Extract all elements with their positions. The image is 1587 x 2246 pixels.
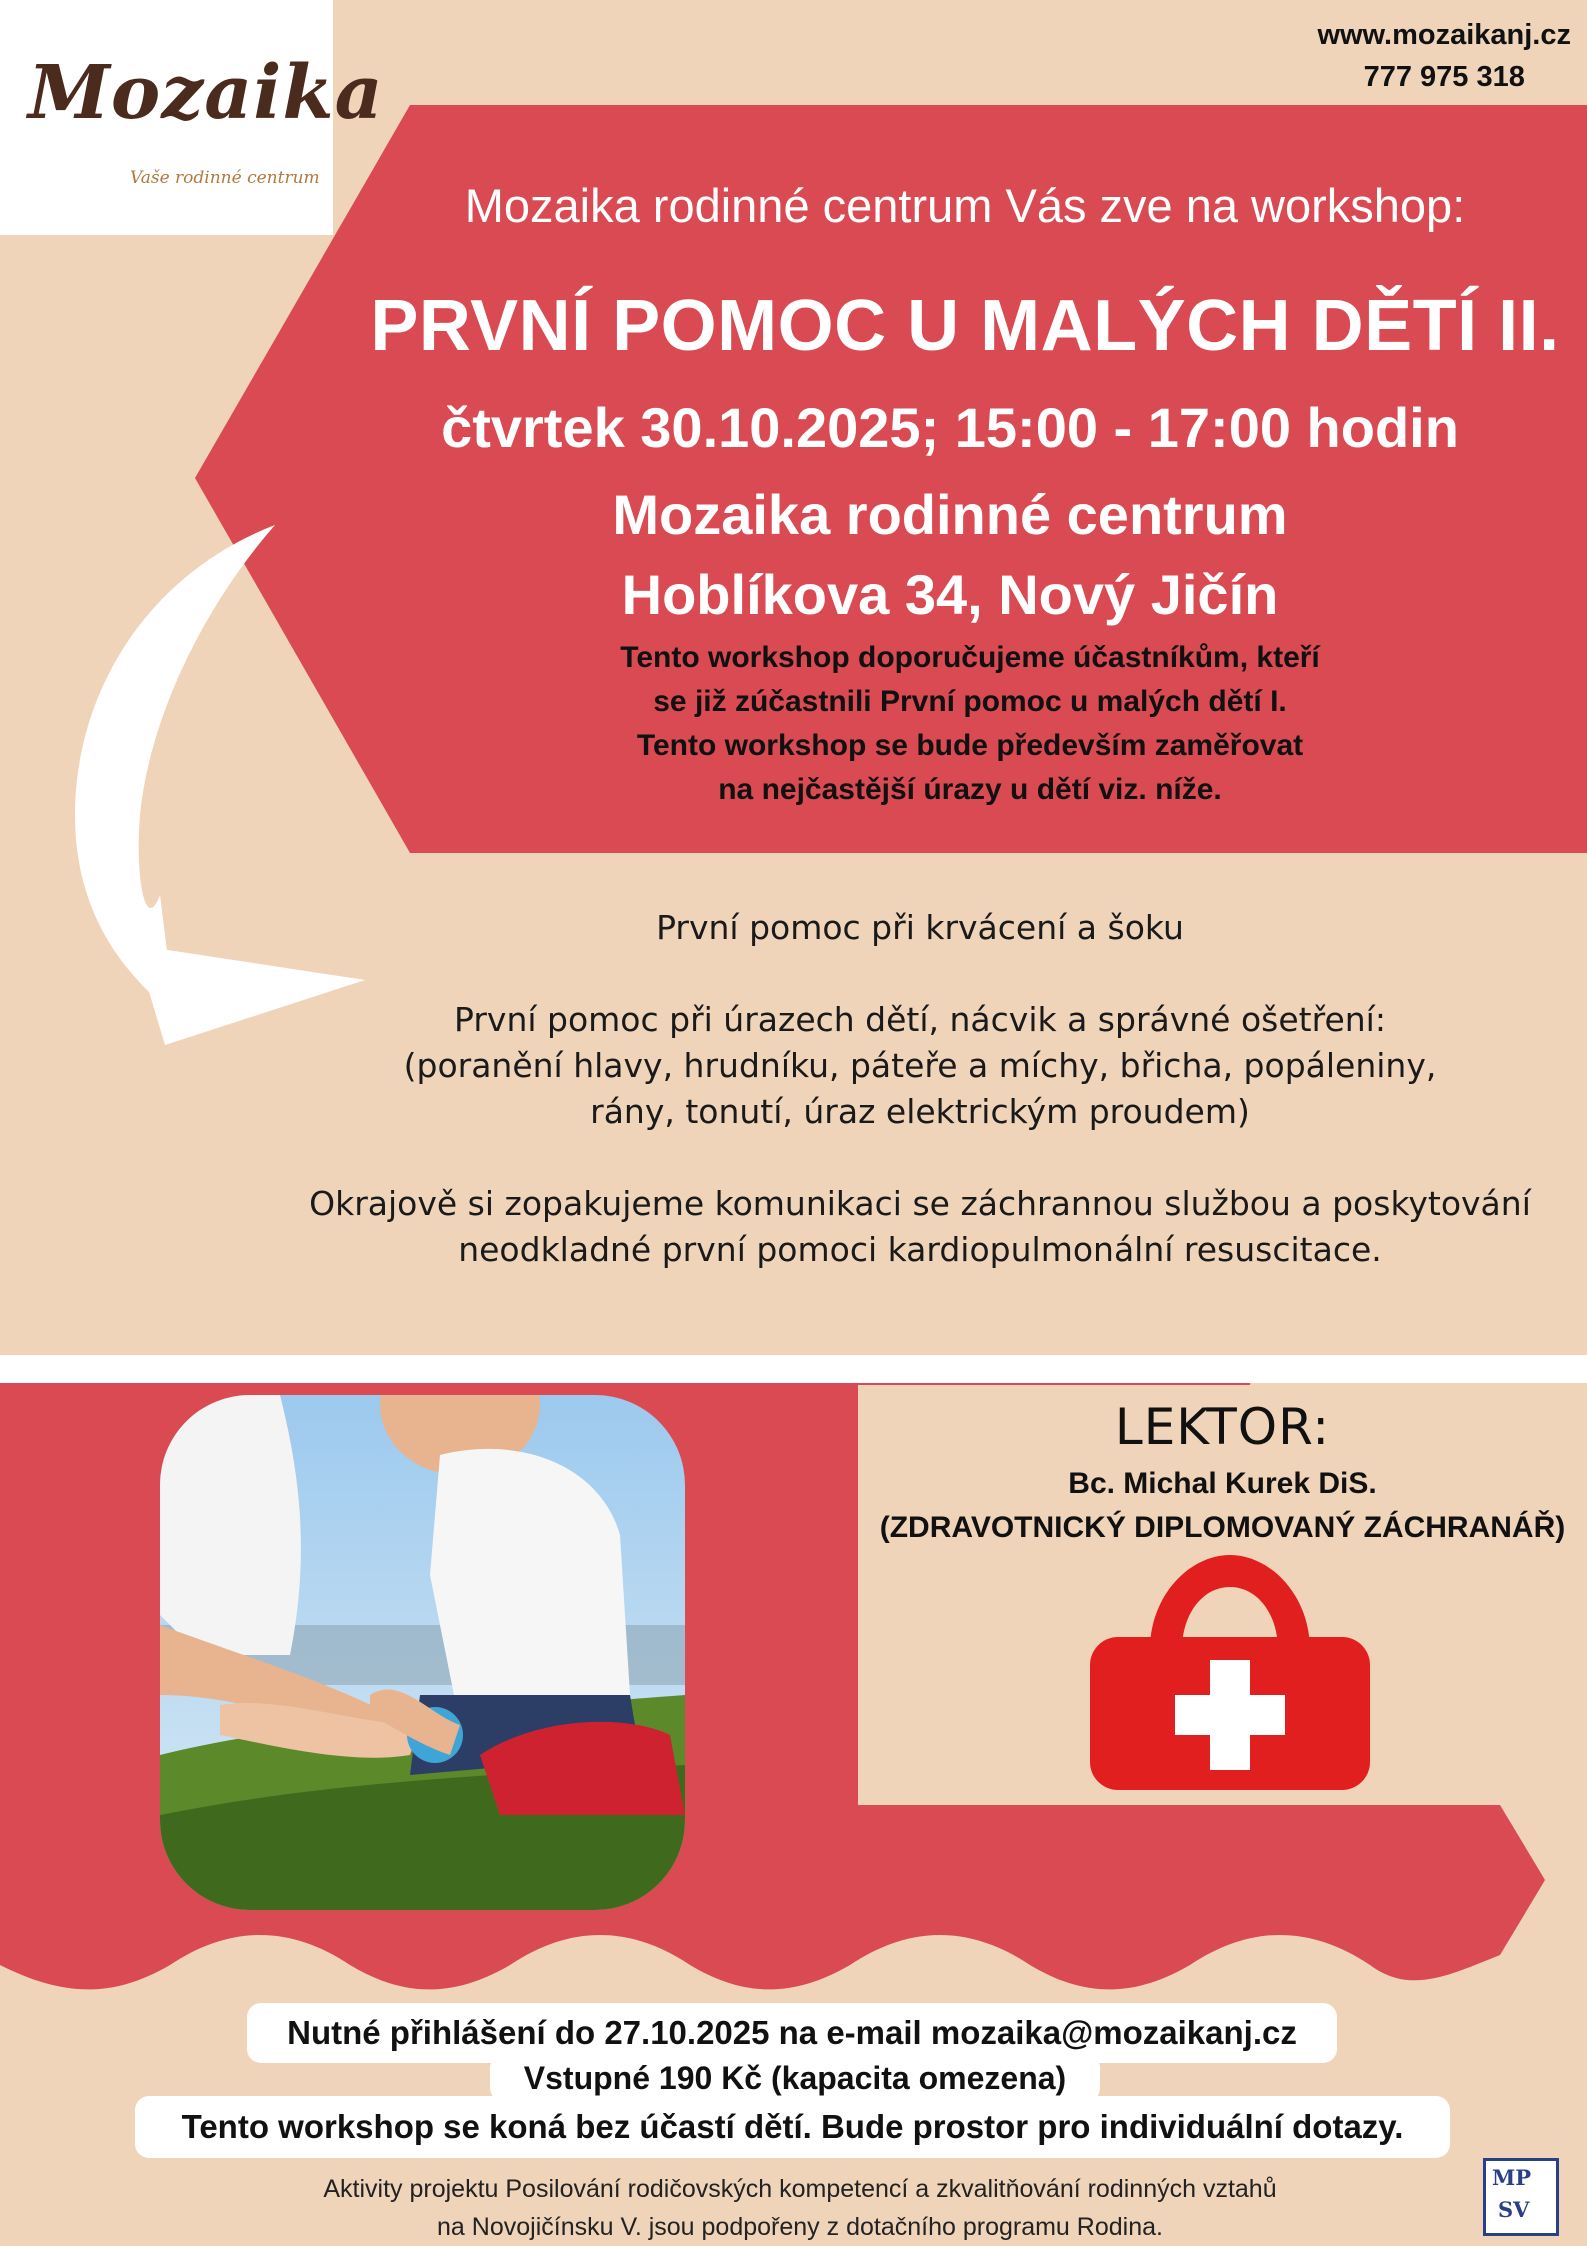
funding-line: Aktivity projektu Posilování rodičovských kompetencí a zkvalitňování rodinných vztahů: [323, 2175, 1277, 2203]
venue-name: Mozaika rodinné centrum: [612, 483, 1288, 546]
funding-line: na Novojičínsku V. jsou podpořeny z dotačního programu Rodina.: [437, 2213, 1163, 2241]
contact-info: [1317, 14, 1571, 98]
logo: Mozaika: [28, 50, 384, 136]
lektor-label: LEKTOR:: [1114, 1398, 1331, 1456]
funding-text: [300, 2170, 1300, 2246]
topic-injuries: První pomoc při úrazech dětí, nácvik a správné ošetření: (poranění hlavy, hrudníku, páteře a míchy, břicha, popáleniny, rány, tonutí, úraz elektrickým proudem): [403, 1000, 1437, 1131]
invite-text: Mozaika rodinné centrum Vás zve na workshop:: [464, 179, 1466, 232]
mpsv-logo: [1483, 2158, 1559, 2236]
topic-bleeding: První pomoc při krvácení a šoku: [656, 908, 1184, 947]
recommend-line: na nejčastější úrazy u dětí viz. níže.: [718, 773, 1222, 806]
first-aid-photo: [160, 1395, 685, 1910]
topics-list: [270, 905, 1570, 1319]
logo-tagline: Vaše rodinné centrum: [130, 168, 320, 188]
recommend-line: se již zúčastnili První pomoc u malých dětí I.: [653, 685, 1287, 718]
recommendation-text: [520, 636, 1420, 812]
lektor-info: [858, 1462, 1587, 1550]
divider: [0, 1355, 1587, 1383]
recommend-line: Tento workshop doporučujeme účastníkům, kteří: [620, 641, 1320, 674]
first-aid-kit-icon: [1090, 1555, 1370, 1790]
lektor-role: (ZDRAVOTNICKÝ DIPLOMOVANÝ ZÁCHRANÁŘ): [879, 1511, 1566, 1544]
registration-note: Nutné přihlášení do 27.10.2025 na e-mail mozaika@mozaikanj.cz: [247, 2003, 1337, 2063]
event-date: čtvrtek 30.10.2025; 15:00 - 17:00 hodin: [441, 396, 1459, 459]
lektor-name: Bc. Michal Kurek DiS.: [1068, 1467, 1377, 1500]
venue-address: Hoblíkova 34, Nový Jičín: [621, 563, 1279, 626]
workshop-title: PRVNÍ POMOC U MALÝCH DĚTÍ II.: [370, 286, 1560, 366]
entry-fee: Vstupné 190 Kč (kapacita omezena): [490, 2054, 1100, 2102]
event-venue: [370, 475, 1530, 635]
topic-cpr: Okrajově si zopakujeme komunikaci se záchrannou službou a poskytování neodkladné první pomoci kardiopulmonální resuscitace.: [309, 1184, 1531, 1269]
mpsv-logo-mark: MP: [1492, 2165, 1532, 2190]
website-link[interactable]: www.mozaikanj.cz: [1317, 19, 1571, 51]
phone-number: 777 975 318: [1363, 61, 1525, 93]
mpsv-logo-mark: SV: [1498, 2197, 1530, 2222]
no-children-note: Tento workshop se koná bez účastí dětí. Bude prostor pro individuální dotazy.: [135, 2096, 1450, 2158]
recommend-line: Tento workshop se bude především zaměřovat: [636, 729, 1304, 762]
